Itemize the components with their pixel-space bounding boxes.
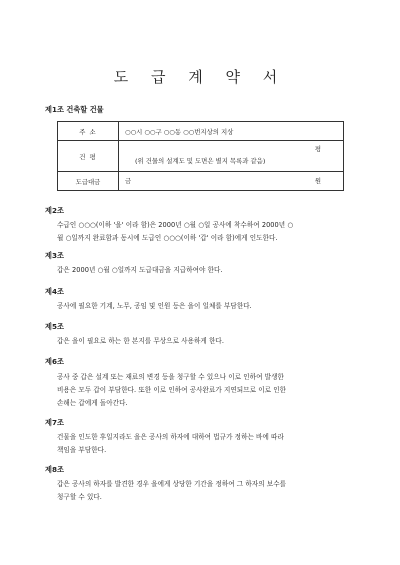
article-6-line-3: 손해는 갑에게 돌아간다. bbox=[57, 399, 128, 407]
floor-area-unit: 평 bbox=[314, 145, 321, 153]
contract-price-prefix: 금 bbox=[125, 177, 132, 185]
contract-price-cell bbox=[119, 172, 344, 191]
article-6-line-2: 비용은 모두 갑이 부담한다. 또한 이로 인하여 공사완료가 지연되므로 이로 인한 bbox=[57, 386, 287, 394]
address-cell bbox=[119, 122, 344, 141]
article-8-line-2: 청구할 수 있다. bbox=[57, 493, 102, 501]
article-8-line-1: 갑은 공사의 하자를 발견한 경우 을에게 상당한 기간을 정하여 그 하자의 보수를 bbox=[57, 480, 287, 488]
document-title: 도 급 계 약 서 bbox=[113, 68, 287, 86]
article-1-heading: 제1조 건축할 건물 bbox=[45, 105, 104, 114]
article-6-line-1: 공사 중 갑은 설계 또는 재료의 변경 등을 청구할 수 있으나 이로 인하여 발생한 bbox=[57, 373, 284, 381]
floor-area-cell bbox=[119, 141, 344, 172]
article-8-heading: 제8조 bbox=[45, 465, 64, 474]
article-7-heading: 제7조 bbox=[45, 418, 64, 427]
floor-area-label: 건 평 bbox=[58, 141, 119, 172]
floor-area-row bbox=[58, 141, 344, 172]
article-4-line-1: 공사에 필요한 기계, 노무, 공임 및 인원 등은 을이 일체를 부담한다. bbox=[57, 302, 252, 310]
address-value: ○○시 ○○구 ○○동 ○○번지상의 지상 bbox=[125, 127, 234, 136]
article-2-line-2: 월 ○일까지 완료함과 동시에 도급인 ○○○(이하 '갑' 이라 함)에게 인도한다. bbox=[57, 234, 278, 242]
article-3-heading: 제3조 bbox=[45, 251, 64, 260]
address-row bbox=[58, 122, 344, 141]
address-label: 주 소 bbox=[58, 122, 119, 141]
contract-price-label: 도급대금 bbox=[58, 172, 119, 191]
article-7-line-2: 책임을 부담한다. bbox=[57, 446, 107, 454]
article-5-line-1: 갑은 을이 필요로 하는 한 본지를 무상으로 사용하게 한다. bbox=[57, 337, 224, 345]
article-2-heading: 제2조 bbox=[45, 206, 64, 215]
building-info-table bbox=[57, 121, 344, 191]
article-5-heading: 제5조 bbox=[45, 322, 64, 331]
contract-price-unit: 원 bbox=[314, 177, 321, 185]
contract-price-row bbox=[58, 172, 344, 191]
article-2-line-1: 수급인 ○○○(이하 '을' 이라 함)은 2000년 ○월 ○일 공사에 착수하여 2000년 ○ bbox=[57, 221, 294, 229]
article-3-line-1: 갑은 2000년 ○월 ○일까지 도급대금을 지급하여야 한다. bbox=[57, 266, 223, 274]
article-7-line-1: 건물을 인도한 후일지라도 을은 공사의 하자에 대하여 법규가 정하는 바에 따라 bbox=[57, 433, 284, 441]
article-6-heading: 제6조 bbox=[45, 357, 64, 366]
floor-area-note: (위 건물의 설계도 및 도면은 별지 목록과 같음) bbox=[135, 157, 266, 165]
article-4-heading: 제4조 bbox=[45, 287, 64, 296]
